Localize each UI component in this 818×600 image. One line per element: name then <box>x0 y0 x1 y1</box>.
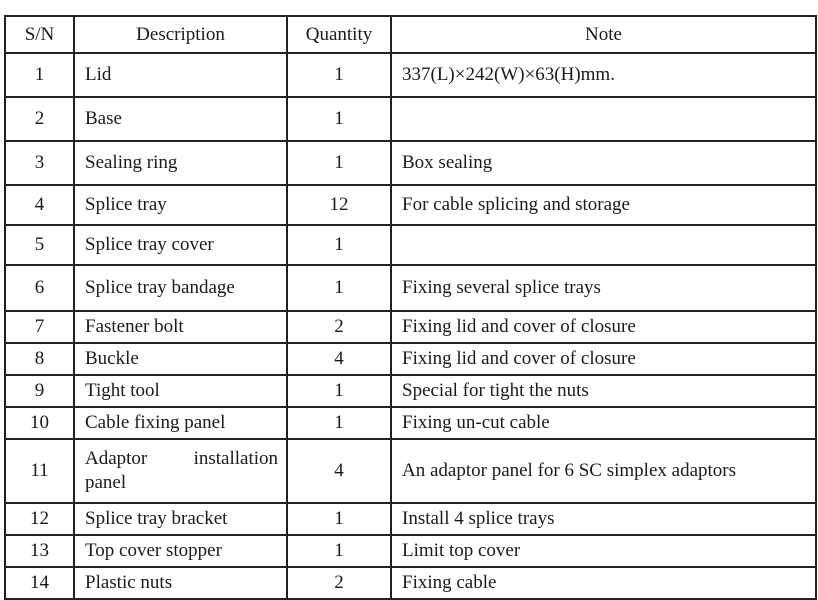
cell-quantity: 1 <box>287 503 391 535</box>
cell-sn: 12 <box>5 503 74 535</box>
cell-sn: 5 <box>5 225 74 265</box>
cell-note: Box sealing <box>391 141 816 185</box>
cell-sn: 11 <box>5 439 74 503</box>
cell-quantity: 4 <box>287 439 391 503</box>
cell-note: For cable splicing and storage <box>391 185 816 225</box>
cell-quantity: 1 <box>287 53 391 97</box>
cell-description: Splice tray bandage <box>74 265 287 311</box>
description-word: Adaptor <box>85 448 148 470</box>
cell-quantity: 1 <box>287 265 391 311</box>
table-row <box>5 343 816 375</box>
cell-note: Fixing lid and cover of closure <box>391 343 816 375</box>
table-row <box>5 535 816 567</box>
table-row <box>5 439 816 503</box>
cell-note: Fixing lid and cover of closure <box>391 311 816 343</box>
cell-description: Buckle <box>74 343 287 375</box>
table-row <box>5 407 816 439</box>
header-quantity: Quantity <box>287 16 391 53</box>
description-line-2: panel <box>85 472 127 493</box>
table-row <box>5 141 816 185</box>
cell-note: Install 4 splice trays <box>391 503 816 535</box>
header-description: Description <box>74 16 287 53</box>
cell-quantity: 1 <box>287 141 391 185</box>
cell-note: Fixing cable <box>391 567 816 599</box>
table-row <box>5 567 816 599</box>
cell-quantity: 1 <box>287 375 391 407</box>
cell-description: Top cover stopper <box>74 535 287 567</box>
table-header-row <box>5 16 816 53</box>
cell-description: Splice tray cover <box>74 225 287 265</box>
cell-sn: 6 <box>5 265 74 311</box>
cell-note <box>391 97 816 141</box>
cell-quantity: 12 <box>287 185 391 225</box>
cell-sn: 10 <box>5 407 74 439</box>
cell-sn: 3 <box>5 141 74 185</box>
cell-sn: 8 <box>5 343 74 375</box>
cell-sn: 7 <box>5 311 74 343</box>
cell-sn: 14 <box>5 567 74 599</box>
cell-note: 337(L)×242(W)×63(H)mm. <box>391 53 816 97</box>
cell-quantity: 2 <box>287 311 391 343</box>
table-row <box>5 265 816 311</box>
cell-sn: 4 <box>5 185 74 225</box>
table-row <box>5 225 816 265</box>
cell-quantity: 1 <box>287 97 391 141</box>
table-row <box>5 185 816 225</box>
cell-sn: 1 <box>5 53 74 97</box>
table-row <box>5 311 816 343</box>
description-word: installation <box>193 448 278 470</box>
cell-description: Splice tray bracket <box>74 503 287 535</box>
cell-quantity: 4 <box>287 343 391 375</box>
cell-description: Lid <box>74 53 287 97</box>
cell-description: Cable fixing panel <box>74 407 287 439</box>
table-row <box>5 53 816 97</box>
cell-description: Tight tool <box>74 375 287 407</box>
parts-list-table-container <box>4 15 817 600</box>
cell-description: Plastic nuts <box>74 567 287 599</box>
cell-description: Fastener bolt <box>74 311 287 343</box>
cell-quantity: 1 <box>287 225 391 265</box>
header-sn: S/N <box>5 16 74 53</box>
parts-list-table <box>4 15 817 600</box>
cell-sn: 13 <box>5 535 74 567</box>
cell-note: Limit top cover <box>391 535 816 567</box>
description-line-1 <box>85 447 278 471</box>
cell-quantity: 1 <box>287 535 391 567</box>
table-row <box>5 375 816 407</box>
cell-quantity: 2 <box>287 567 391 599</box>
cell-note: Special for tight the nuts <box>391 375 816 407</box>
cell-sn: 9 <box>5 375 74 407</box>
cell-description: Base <box>74 97 287 141</box>
header-note: Note <box>391 16 816 53</box>
cell-note: Fixing several splice trays <box>391 265 816 311</box>
cell-description <box>74 439 287 503</box>
cell-sn: 2 <box>5 97 74 141</box>
table-row <box>5 97 816 141</box>
cell-note: Fixing un-cut cable <box>391 407 816 439</box>
cell-description: Sealing ring <box>74 141 287 185</box>
cell-note <box>391 225 816 265</box>
cell-note: An adaptor panel for 6 SC simplex adaptors <box>391 439 816 503</box>
table-row <box>5 503 816 535</box>
cell-quantity: 1 <box>287 407 391 439</box>
cell-description: Splice tray <box>74 185 287 225</box>
